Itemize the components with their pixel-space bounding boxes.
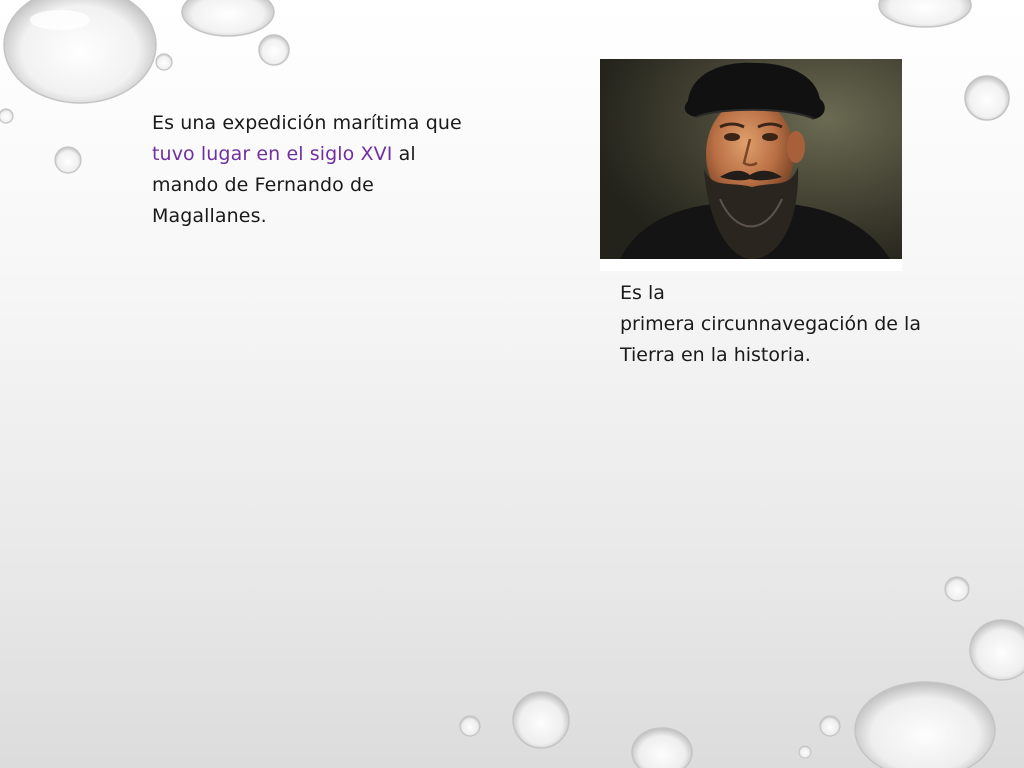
water-drop-icon xyxy=(156,54,172,70)
water-drop-icon xyxy=(460,716,480,736)
circumnavigation-line-2: primera circunnavegación de la Tierra en la historia. xyxy=(620,313,921,366)
bearded-man-portrait-icon xyxy=(600,59,902,259)
expedition-description xyxy=(152,108,472,232)
water-drop-icon xyxy=(513,692,569,748)
description-text-start: Es una expedición marítima que xyxy=(152,112,462,134)
water-drop-icon xyxy=(879,0,971,27)
portrait-image xyxy=(600,59,902,271)
water-drop-icon xyxy=(632,728,692,768)
water-drop-icon xyxy=(799,746,811,758)
circumnavigation-line-1: Es la xyxy=(620,282,665,304)
water-drop-icon xyxy=(4,0,156,103)
water-drop-icon xyxy=(945,577,969,601)
circumnavigation-description xyxy=(620,278,930,371)
description-highlight: tuvo lugar en el siglo XVI xyxy=(152,143,393,165)
description-text-end: al mando de Fernando de Magallanes. xyxy=(152,143,416,227)
water-drop-icon xyxy=(0,109,13,123)
water-drop-icon xyxy=(970,620,1024,680)
water-drop-icon xyxy=(965,76,1009,120)
water-drop-icon xyxy=(55,147,81,173)
water-drop-icon xyxy=(182,0,274,36)
water-drop-icon xyxy=(259,35,289,65)
water-drop-icon xyxy=(820,716,840,736)
water-drop-icon xyxy=(855,682,995,768)
